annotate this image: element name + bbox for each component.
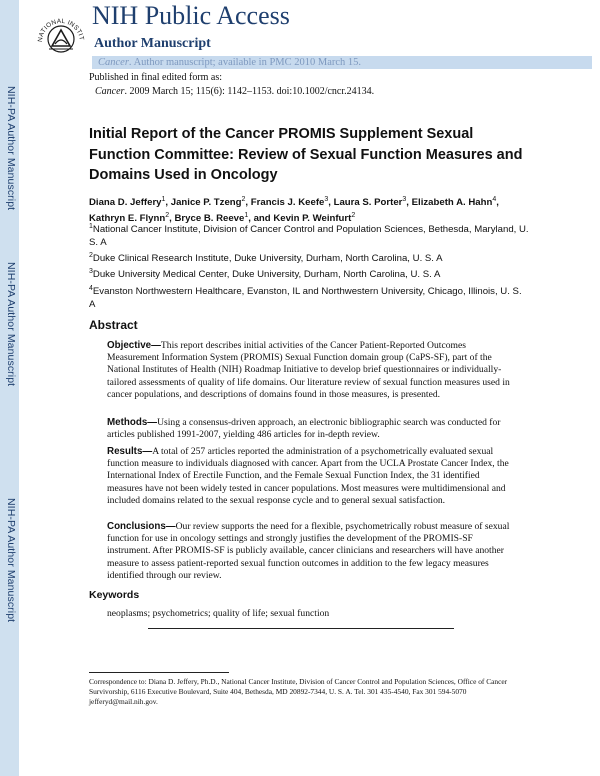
section-text: Using a consensus-driven approach, an electronic bibliographic search was conducted for articles published 1991-2007, yielding 486 articles for in-depth review.	[107, 417, 501, 441]
citation-text: . 2009 March 15; 115(6): 1142–1153. doi:10.1002/cncr.24134.	[124, 86, 375, 97]
section-text: A total of 257 articles reported the administration of a psychometrically evaluated sexual function measure to individuals diagnosed with cancer. Apart from the UCLA Prostate Cancer Index, the International Index of Erectile Function, and the Female Sexual Function Index, the 31 identified measures have not been widely tested in cancer populations. Most measures were multidimensional and included domains related to the sexual response cycle and to general sexual satisfaction.	[107, 446, 509, 506]
author: Elizabeth A. Hahn$^4$,	[411, 196, 499, 209]
section-label: Objective—	[107, 340, 161, 351]
section-label: Methods—	[107, 417, 158, 428]
side-label-middle: NIH-PA Author Manuscript	[5, 262, 17, 387]
affiliation: $^2$Duke Clinical Research Institute, Duke University, Durham, North Carolina, U. S. A	[89, 252, 443, 265]
footnote-rule	[89, 672, 229, 673]
section-text: This report describes initial activities of the Cancer Patient-Reported Outcomes Measurement Information System (PROMIS) Sexual Function domain group (CaPS-SF), part of the National Institutes of Health (NIH) Roadmap Initiative to develop brief questionnaires or individually-tailored assessments of quality of life domains. Our literature review of sexual function measures used in cancer populations, and descriptions of domains found in those measures, is presented.	[107, 340, 510, 400]
keywords-text: neoplasms; psychometrics; quality of life; sexual function	[107, 608, 330, 619]
abstract-objective	[107, 340, 517, 401]
published-label: Published in final edited form as:	[89, 72, 223, 83]
availability-journal: Cancer	[98, 57, 129, 68]
citation-line	[95, 86, 374, 97]
side-label-top: NIH-PA Author Manuscript	[5, 86, 17, 211]
abstract-heading: Abstract	[89, 318, 138, 332]
logo-seal-text: NATIONAL INSTIT	[36, 17, 85, 43]
nih-seal-icon	[34, 6, 88, 68]
affiliation: $^1$National Cancer Institute, Division of Cancer Control and Population Sciences, Bethesda, Maryland, U. S. A	[89, 223, 529, 249]
author: Kevin P. Weinfurt$^2$	[273, 212, 356, 225]
article-title: Initial Report of the Cancer PROMIS Supplement Sexual Function Committee: Review of Sexual Function Measures and Domains Used in Oncology	[89, 126, 523, 183]
author: Francis J. Keefe$^3$,	[250, 196, 334, 209]
author: Bryce B. Reeve$^1$, and	[174, 212, 274, 225]
affiliation: $^3$Duke University Medical Center, Duke University, Durham, North Carolina, U. S. A	[89, 268, 441, 281]
section-divider	[148, 628, 454, 629]
author: Janice P. Tzeng$^2$,	[170, 196, 251, 209]
section-label: Conclusions—	[107, 521, 176, 532]
availability-text: . Author manuscript; available in PMC 2010 March 15.	[128, 57, 362, 68]
author: Diana D. Jeffery$^1$,	[89, 196, 171, 209]
page-header-title: NIH Public Access	[92, 1, 290, 30]
author: Laura S. Porter$^3$,	[333, 196, 412, 209]
section-text: Our review supports the need for a flexible, psychometrically robust measure of sexual function for use in oncology settings and strongly justifies the development of the PROMIS-SF instrument. After PROMIS-SF is publicly available, cancer clinicians and researchers will have another measure to assess patient-reported sexual function outcomes in addition to the few legacy measures identified through our review.	[107, 521, 510, 581]
availability-line	[98, 57, 361, 68]
page-header-subtitle: Author Manuscript	[94, 36, 211, 51]
side-label-bottom: NIH-PA Author Manuscript	[5, 498, 17, 623]
side-banner	[0, 0, 19, 776]
citation-journal: Cancer	[95, 86, 125, 97]
svg-text:NATIONAL INSTITUTES OF HEALTH	[34, 6, 85, 42]
author: Kathryn E. Flynn$^2$,	[89, 212, 175, 225]
section-label: Results—	[107, 446, 153, 457]
abstract-conclusions	[107, 521, 517, 582]
keywords-heading: Keywords	[89, 589, 140, 601]
abstract-results	[107, 446, 517, 507]
affiliation: $^4$Evanston Northwestern Healthcare, Evanston, IL and Northwestern University, Chicago, Illinois, U. S. A	[89, 285, 522, 311]
correspondence-footnote: Correspondence to: Diana D. Jeffery, Ph.D., National Cancer Institute, Division of Cancer Control and Population Sciences, Office of Cancer Survivorship, 6116 Executive Boulevard, Suite 404, Bethesda, MD 20892-7344, U. S. A. Tel. 301 435-4540, Fax 301 594-5070 jefferyd@mail.nih.gov.	[89, 677, 508, 707]
abstract-methods	[107, 417, 517, 441]
